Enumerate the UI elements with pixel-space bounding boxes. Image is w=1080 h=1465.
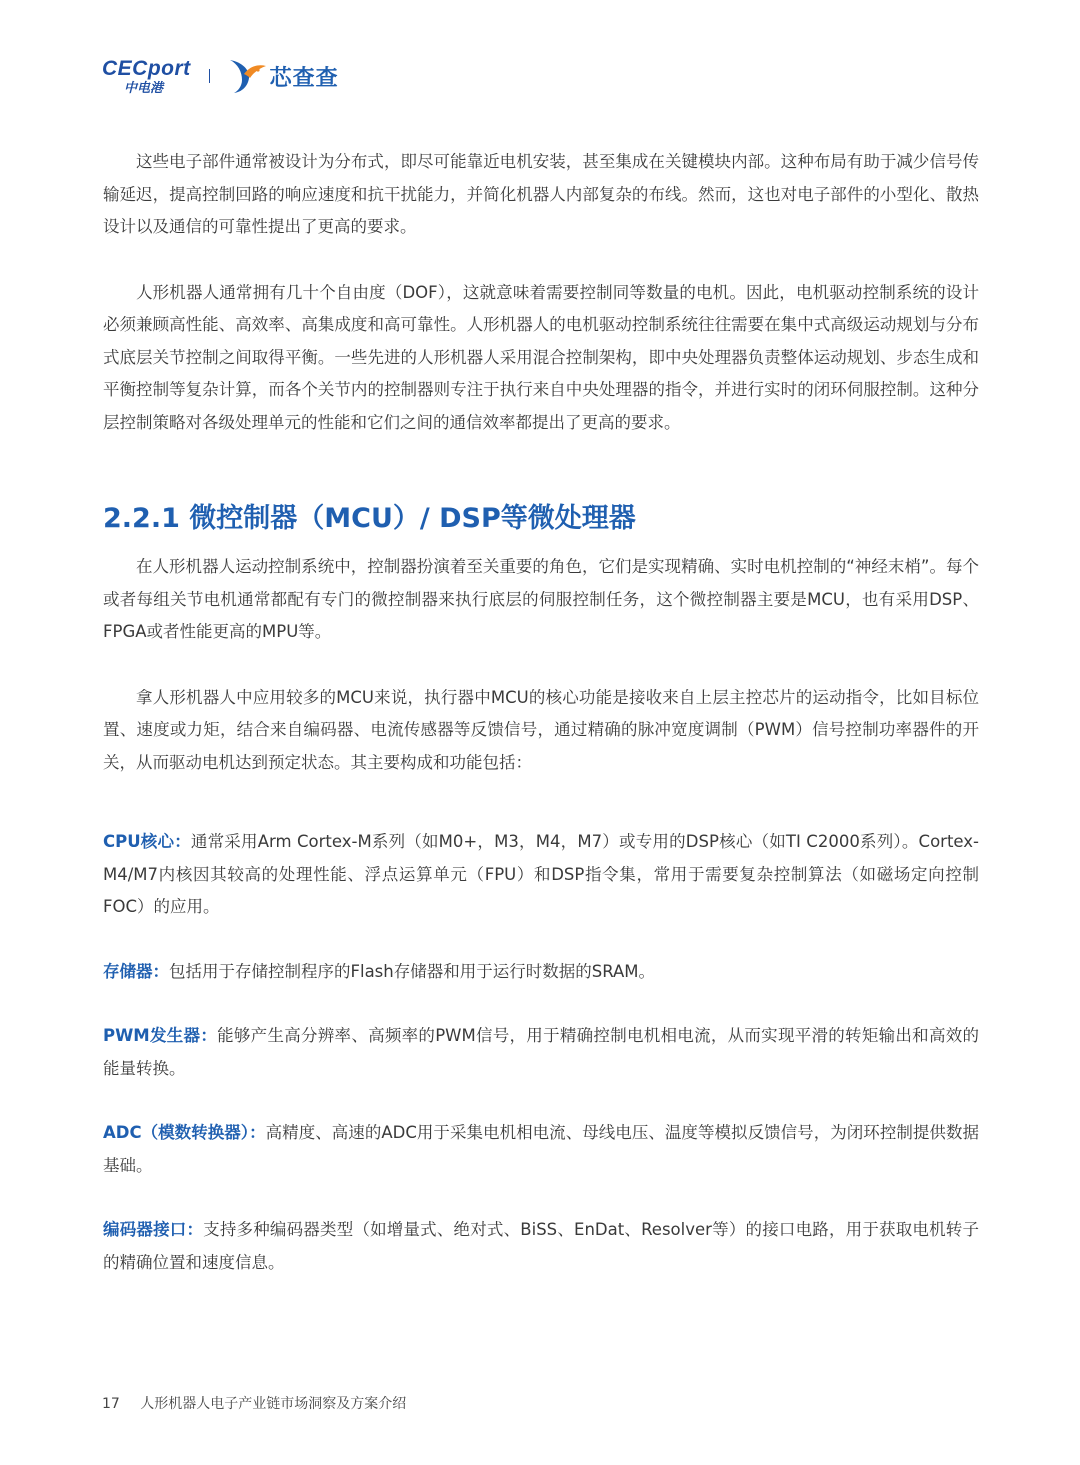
- page-content: [103, 146, 979, 1279]
- item-memory: [103, 956, 979, 989]
- xinchacha-logo: [228, 58, 339, 94]
- xinchacha-logo-text: 芯查查: [269, 65, 339, 91]
- item-pwm: [103, 1020, 979, 1085]
- item-term: 存储器：: [103, 961, 169, 981]
- paragraph-mcu-function: 拿人形机器人中应用较多的MCU来说，执行器中MCU的核心功能是接收来自上层主控芯片的运动指令，比如目标位置、速度或力矩，结合来自编码器、电流传感器等反馈信号，通过精确的脉冲宽度调制（PWM）信号控制功率器件的开关，从而驱动电机达到预定状态。其主要构成和功能包括：: [103, 687, 979, 772]
- cecport-logo: [102, 58, 191, 95]
- logo-divider: [209, 69, 210, 83]
- paragraph-dof-control: 人形机器人通常拥有几十个自由度（DOF），这就意味着需要控制同等数量的电机。因此，电机驱动控制系统的设计必须兼顾高性能、高效率、高集成度和高可靠性。人形机器人的电机驱动控制系统往往需要在集中式高级运动规划与分布式底层关节控制之间取得平衡。一些先进的人形机器人采用混合控制架构，即中央处理器负责整体运动规划、步态生成和平衡控制等复杂计算，而各个关节内的控制器则专注于执行来自中央处理器的指令，并进行实时的闭环伺服控制。这种分层控制策略对各级处理单元的性能和它们之间的通信效率都提出了更高的要求。: [103, 282, 979, 432]
- item-term: CPU核心：: [103, 832, 191, 851]
- item-encoder: [103, 1214, 979, 1279]
- xinchacha-bird-icon: [228, 58, 268, 94]
- page-header: [102, 52, 339, 100]
- item-adc: [103, 1117, 979, 1182]
- item-cpu-core: [103, 826, 979, 924]
- item-term: PWM发生器：: [103, 1026, 218, 1045]
- document-title: 人形机器人电子产业链市场洞察及方案介绍: [140, 1396, 407, 1412]
- cecport-logo-cn: 中电港: [124, 80, 164, 96]
- page-number: 17: [102, 1396, 120, 1412]
- item-term: 编码器接口：: [103, 1220, 204, 1239]
- item-term: ADC（模数转换器）：: [103, 1123, 266, 1142]
- section-heading: 2.2.1 微控制器（MCU）/ DSP等微处理器: [103, 503, 636, 534]
- item-text: 包括用于存储控制程序的Flash存储器和用于运行时数据的SRAM。: [169, 961, 656, 981]
- paragraph-controller-role: 在人形机器人运动控制系统中，控制器扮演着至关重要的角色，它们是实现精确、实时电机控制的“神经末梢”。每个或者每组关节电机通常都配有专门的微控制器来执行底层的伺服控制任务，这个微控制器主要是MCU，也有采用DSP、FPGA或者性能更高的MPU等。: [103, 557, 979, 641]
- paragraph-distributed-design: 这些电子部件通常被设计为分布式，即尽可能靠近电机安装，甚至集成在关键模块内部。这种布局有助于减少信号传输延迟，提高控制回路的响应速度和抗干扰能力，并简化机器人内部复杂的布线。然而，这也对电子部件的小型化、散热设计以及通信的可靠性提出了更高的要求。: [103, 152, 979, 236]
- item-text: 通常采用Arm Cortex-M系列（如M0+，M3，M4，M7）或专用的DSP核心（如TI C2000系列）。Cortex-M4/M7内核因其较高的处理性能、浮点运算单元（FPU）和DSP指令集，常用于需要复杂控制算法（如磁场定向控制FOC）的应用。: [103, 832, 980, 916]
- cecport-logo-text: CECport: [102, 56, 191, 80]
- item-text: 支持多种编码器类型（如增量式、绝对式、BiSS、EnDat、Resolver等）的接口电路，用于获取电机转子的精确位置和速度信息。: [103, 1220, 980, 1272]
- item-text: 能够产生高分辨率、高频率的PWM信号，用于精确控制电机相电流，从而实现平滑的转矩输出和高效的能量转换。: [103, 1026, 979, 1078]
- page-footer: [102, 1393, 406, 1413]
- item-text: 高精度、高速的ADC用于采集电机相电流、母线电压、温度等模拟反馈信号，为闭环控制提供数据基础。: [103, 1123, 979, 1175]
